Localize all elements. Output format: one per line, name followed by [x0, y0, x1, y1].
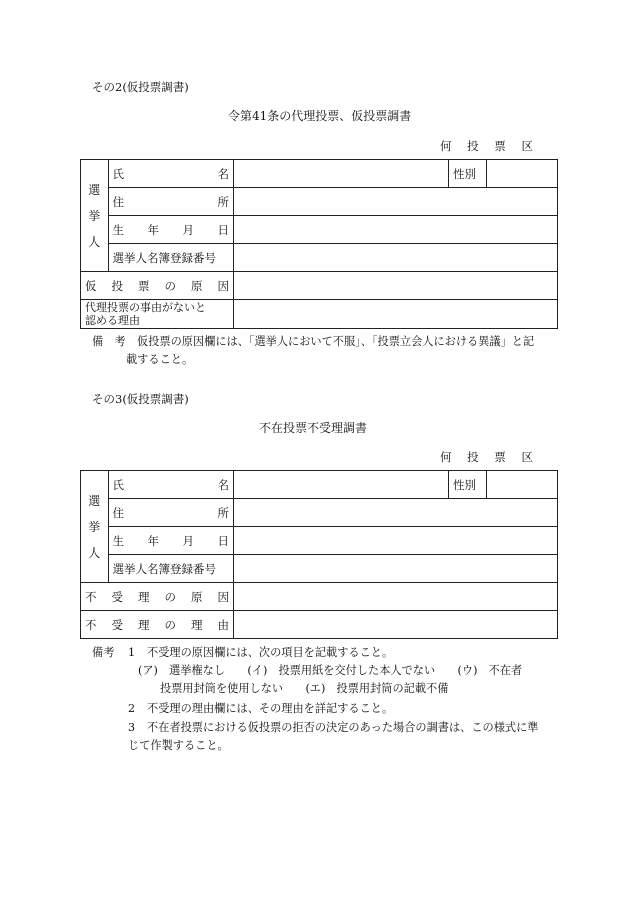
name-field[interactable] [234, 160, 449, 188]
gender-label: 性別 [449, 471, 487, 499]
section2-note-line2: 載すること。 [126, 353, 194, 366]
note1-number: 1 [128, 646, 136, 659]
note3-number: 3 [128, 721, 136, 734]
gender-field[interactable] [487, 471, 558, 499]
cause-field[interactable] [234, 272, 558, 300]
section2-note-head: 備 考 [92, 335, 126, 348]
registry-number-label: 選挙人名簿登録番号 [108, 244, 233, 272]
birthdate-label: 生 年 月 日 [108, 527, 233, 555]
address-field[interactable] [234, 188, 558, 216]
name-label: 氏 名 [108, 471, 233, 499]
birthdate-field[interactable] [234, 216, 558, 244]
note3-line1: 不在者投票における仮投票の拒否の決定のあった場合の調書は、この様式に準 [147, 721, 539, 734]
section2-form-table [80, 159, 558, 329]
voter-label: 選 挙 人 [81, 471, 109, 583]
note2-text: 不受理の理由欄には、その理由を詳記すること。 [147, 702, 394, 715]
rejection-cause-field[interactable] [234, 583, 558, 611]
section3-title: 不在投票不受理調書 [259, 421, 368, 435]
rejection-cause-label: 不 受 理 の 原 因 [81, 583, 234, 611]
gender-label: 性別 [449, 160, 487, 188]
section2-note-line1: 仮投票の原因欄には、「選挙人において不服」、「投票立会人における異議」と記 [137, 335, 535, 348]
address-label: 住 所 [108, 499, 233, 527]
registry-number-field[interactable] [234, 555, 558, 583]
note2-number: 2 [128, 702, 136, 715]
section2-district: 何 投 票 区 [440, 139, 539, 153]
rejection-reason-field[interactable] [234, 611, 558, 639]
note1-subitems-line1: (ア) 選挙権なし (イ) 投票用紙を交付した本人でない (ウ) 不在者 [138, 664, 523, 677]
note3-line2: じて作製すること。 [128, 739, 229, 752]
rejection-reason-label: 不 受 理 の 理 由 [81, 611, 234, 639]
section2-title: 令第41条の代理投票、仮投票調書 [228, 109, 412, 123]
section3-note-head: 備考 [92, 646, 115, 659]
address-field[interactable] [234, 499, 558, 527]
address-label: 住 所 [108, 188, 233, 216]
gender-field[interactable] [487, 160, 558, 188]
name-label: 氏 名 [108, 160, 233, 188]
registry-number-label: 選挙人名簿登録番号 [108, 555, 233, 583]
section3-form-table [80, 470, 558, 639]
name-field[interactable] [234, 471, 449, 499]
cause-label: 仮 投 票 の 原 因 [81, 272, 234, 300]
proxy-reason-label: 代理投票の事由がないと 認める理由 [81, 300, 234, 329]
note1-text: 不受理の原因欄には、次の項目を記載すること。 [147, 646, 394, 659]
section3-district: 何 投 票 区 [440, 450, 539, 464]
section2-heading: その2(仮投票調書) [92, 80, 189, 94]
birthdate-field[interactable] [234, 527, 558, 555]
birthdate-label: 生 年 月 日 [108, 216, 233, 244]
section3-heading: その3(仮投票調書) [92, 392, 189, 406]
voter-label: 選 挙 人 [81, 160, 109, 272]
registry-number-field[interactable] [234, 244, 558, 272]
proxy-reason-field[interactable] [234, 300, 558, 329]
note1-subitems-line2: 投票用封筒を使用しない (エ) 投票用封筒の記載不備 [160, 682, 449, 695]
